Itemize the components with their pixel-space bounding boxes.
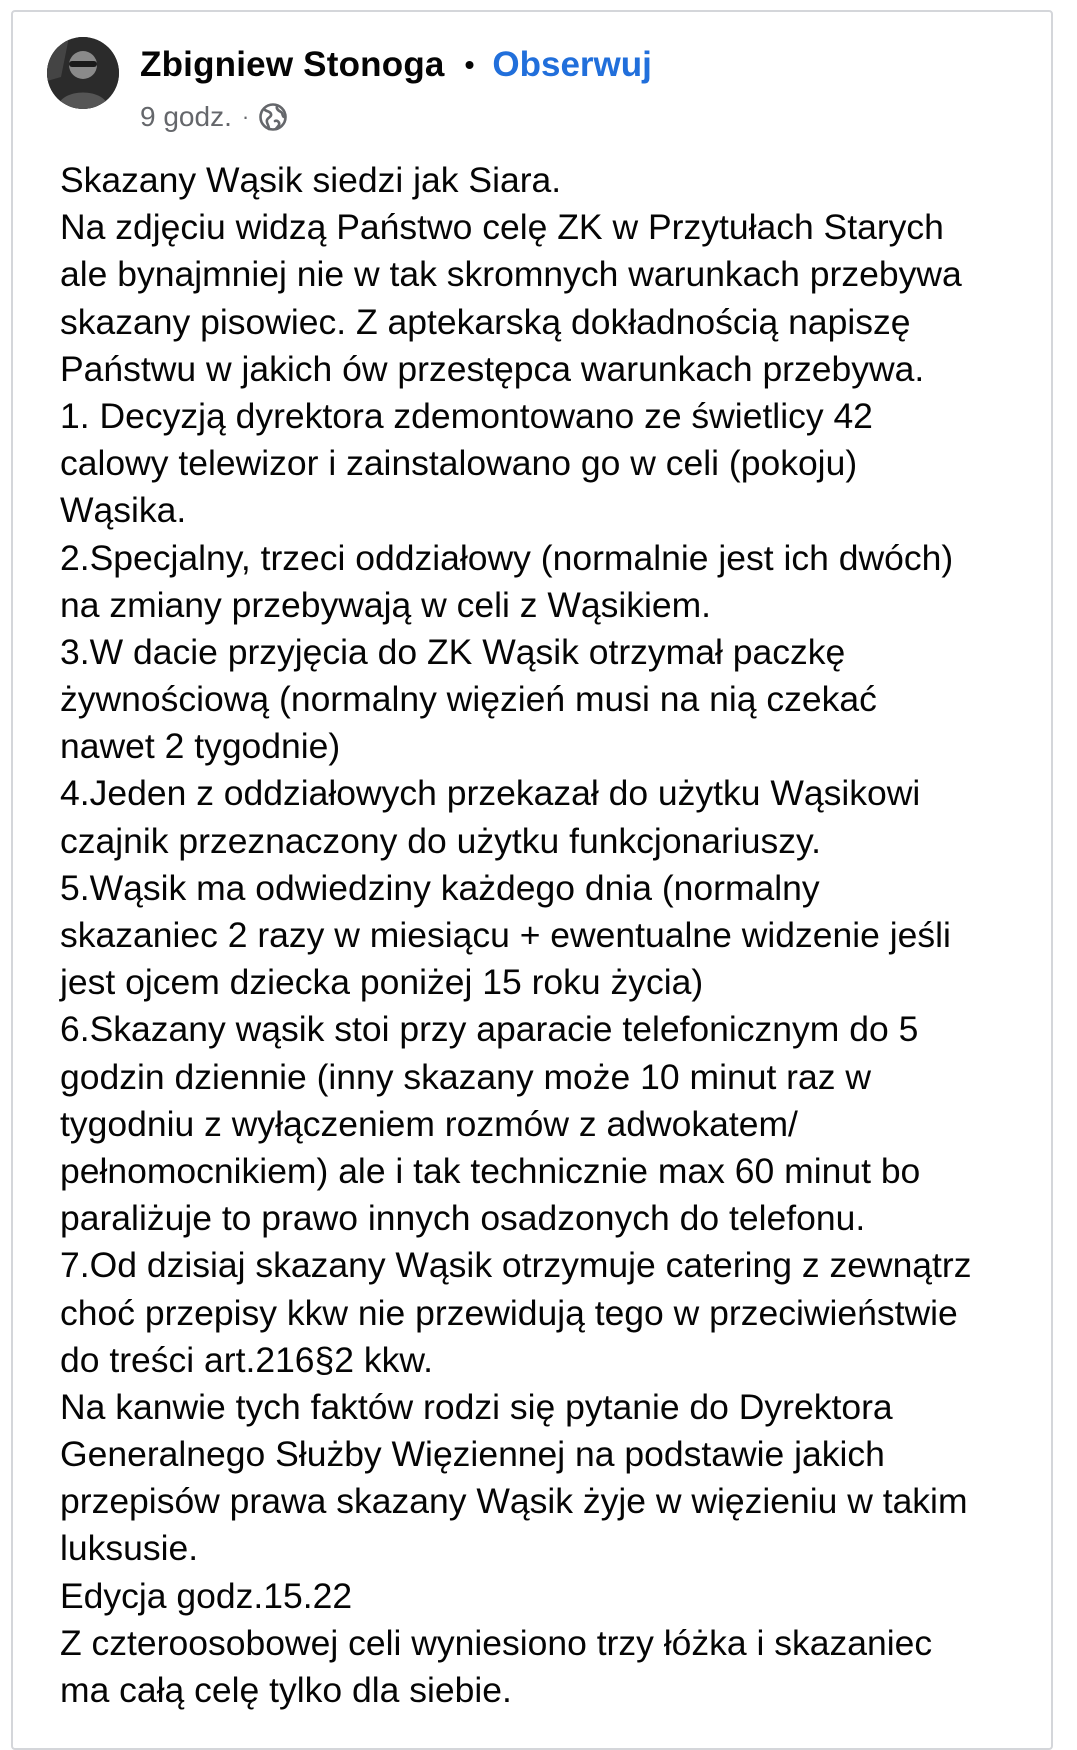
post-text-line: godzin dziennie (inny skazany może 10 minut raz w [60,1056,871,1097]
post-text-line: Na kanwie tych faktów rodzi się pytanie do Dyrektora [60,1386,893,1427]
post-text-line: jest ojcem dziecka poniżej 15 roku życia) [60,962,704,1003]
post-text-line: paraliżuje to prawo innych osadzonych do telefonu. [60,1198,866,1239]
post-text [60,157,1020,1714]
post-text-line: Wąsika. [60,490,187,531]
post-text-line: 6.Skazany wąsik stoi przy aparacie telefonicznym do 5 [60,1009,919,1050]
post-timestamp[interactable]: 9 godz. [140,101,232,132]
post-text-line: 1. Decyzją dyrektora zdemontowano ze świetlicy 42 [60,395,873,436]
post-text-line: tygodniu z wyłączeniem rozmów z adwokatem/ [60,1103,798,1144]
post-text-line: Skazany Wąsik siedzi jak Siara. [60,160,562,200]
globe-icon[interactable] [257,101,289,133]
post-text-line: skazany pisowiec. Z aptekarską dokładnością napiszę [60,301,911,342]
post-text-line: skazaniec 2 razy w miesiącu + ewentualne widzenie jeśli [60,915,951,955]
name-separator: • [464,49,475,80]
author-row [140,45,652,85]
post-text-line: 2.Specjalny, trzeci oddziałowy (normalnie jest ich dwóch) [60,537,954,578]
follow-button[interactable]: Obserwuj [492,45,652,84]
post-text-line: do treści art.216§2 kkw. [60,1339,433,1380]
post-text-line: żywnościową (normalny więzień musi na nią czekać [60,679,877,720]
post-text-line: calowy telewizor i zainstalowano go w celi (pokoju) [60,443,858,484]
post-header [47,33,997,133]
post-text-line: przepisów prawa skazany Wąsik żyje w więzieniu w takim [60,1481,968,1522]
post-text-line: czajnik przeznaczony do użytku funkcjonariuszy. [60,820,821,861]
post-text-line: luksusie. [60,1528,199,1569]
author-name[interactable]: Zbigniew Stonoga [140,45,445,84]
post-text-line: choć przepisy kkw nie przewidują tego w przeciwieństwie [60,1292,958,1333]
post-text-line: 3.W dacie przyjęcia do ZK Wąsik otrzymał paczkę [60,631,846,672]
author-avatar[interactable] [47,37,119,109]
post-text-line: Edycja godz.15.22 [60,1575,353,1616]
post-text-line: Z czteroosobowej celi wyniesiono trzy łóżka i skazaniec [60,1622,933,1663]
post-text-line: na zmiany przebywają w celi z Wąsikiem. [60,584,712,625]
post-text-line: Na zdjęciu widzą Państwo celę ZK w Przytułach Starych [60,207,944,248]
post-text-line: Generalnego Służby Więziennej na podstawie jakich [60,1434,885,1475]
post-text-line: ma całą celę tylko dla siebie. [60,1670,512,1710]
avatar-photo [47,37,119,109]
post-text-line: 5.Wąsik ma odwiedziny każdego dnia (normalny [60,867,820,908]
post-text-line: ale bynajmniej nie w tak skromnych warunkach przebywa [60,254,962,295]
post-text-line: 7.Od dzisiaj skazany Wąsik otrzymuje catering z zewnątrz [60,1245,972,1286]
post-text-line: nawet 2 tygodnie) [60,726,341,767]
meta-separator: · [241,104,250,129]
post-text-line: 4.Jeden z oddziałowych przekazał do użytku Wąsikowi [60,773,921,814]
post-meta [140,97,289,137]
post-text-line: pełnomocnikiem) ale i tak technicznie max 60 minut bo [60,1150,921,1191]
post-text-line: Państwu w jakich ów przestępca warunkach przebywa. [60,348,925,389]
